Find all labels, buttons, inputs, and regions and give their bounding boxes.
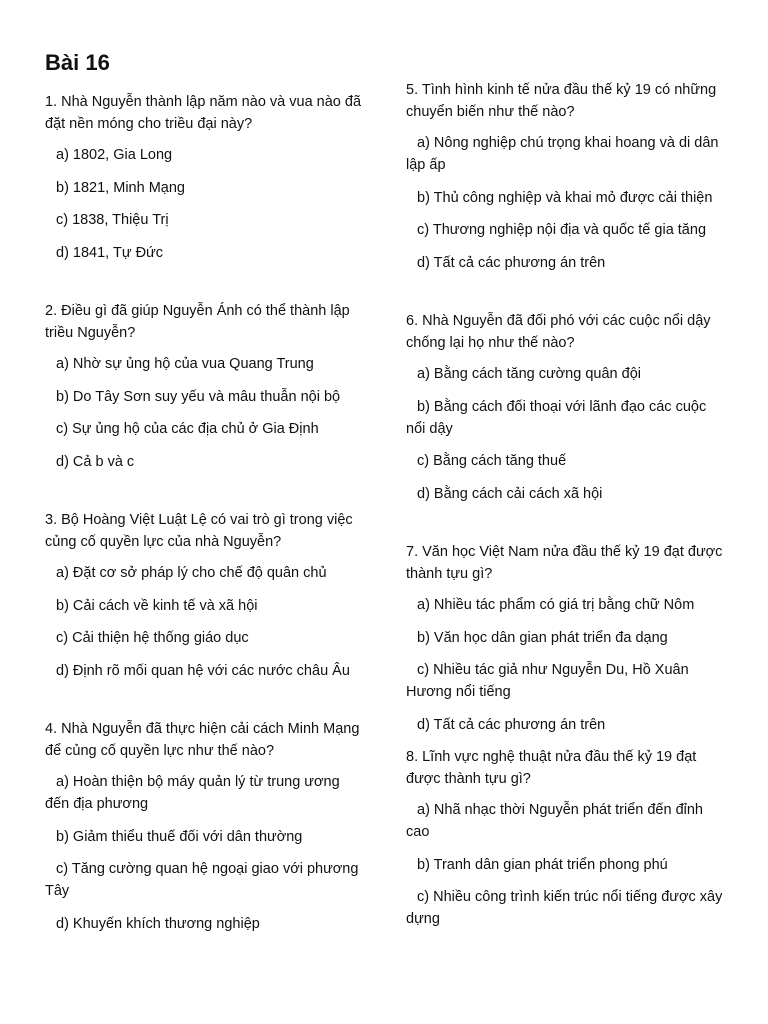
- options-list: [45, 562, 365, 682]
- answer-option: a) 1802, Gia Long: [56, 147, 173, 163]
- question-block-8: [406, 746, 728, 930]
- question-text: 3. Bộ Hoàng Việt Luật Lệ có vai trò gì trong việc củng cố quyền lực của nhà Nguyễn?: [45, 512, 353, 550]
- answer-option: c) Bằng cách tăng thuế: [417, 453, 567, 469]
- question-block-3: [45, 509, 365, 682]
- question-text: 4. Nhà Nguyễn đã thực hiện cải cách Minh Mạng để củng cố quyền lực như thế nào?: [45, 721, 360, 759]
- answer-option: d) Tất cả các phương án trên: [417, 254, 606, 271]
- options-list: [45, 353, 365, 473]
- answer-option: b) Do Tây Sơn suy yếu và mâu thuẫn nội bộ: [56, 388, 341, 405]
- answer-option: a) Đặt cơ sở pháp lý cho chế độ quân chủ: [56, 565, 327, 581]
- page-title: Bài 16: [45, 50, 110, 75]
- right-column: [406, 79, 728, 941]
- answer-option: b) Cải cách về kinh tế và xã hội: [56, 597, 258, 614]
- answer-option: c) Nhiều tác giả như Nguyễn Du, Hồ Xuân Hương nổi tiếng: [406, 662, 689, 700]
- options-list: [45, 771, 365, 935]
- options-list: [406, 799, 728, 930]
- answer-option: a) Nhờ sự ủng hộ của vua Quang Trung: [56, 356, 314, 372]
- answer-option: b) Tranh dân gian phát triển phong phú: [417, 856, 668, 873]
- options-list: [406, 363, 728, 505]
- options-list: [406, 594, 728, 736]
- answer-option: a) Nông nghiệp chú trọng khai hoang và di dân lập ấp: [406, 135, 719, 173]
- answer-option: a) Nhã nhạc thời Nguyễn phát triển đến đỉnh cao: [406, 802, 703, 840]
- answer-option: c) Nhiều công trình kiến trúc nổi tiếng được xây dựng: [406, 889, 723, 927]
- answer-option: c) 1838, Thiệu Trị: [56, 212, 169, 228]
- question-block-4: [45, 718, 365, 935]
- answer-option: d) Tất cả các phương án trên: [417, 716, 606, 733]
- question-text: 5. Tình hình kinh tế nửa đầu thế kỷ 19 có những chuyển biến như thế nào?: [406, 82, 717, 120]
- answer-option: a) Bằng cách tăng cường quân đội: [417, 366, 641, 382]
- question-block-2: [45, 300, 365, 473]
- question-block-7: [406, 541, 728, 736]
- answer-option: d) Bằng cách cải cách xã hội: [417, 485, 603, 502]
- question-block-1: [45, 91, 365, 264]
- options-list: [406, 132, 728, 274]
- answer-option: b) Bằng cách đối thoại với lãnh đạo các cuộc nổi dậy: [406, 398, 707, 437]
- answer-option: b) Giảm thiểu thuế đối với dân thường: [56, 828, 303, 845]
- question-block-6: [406, 310, 728, 505]
- question-text: 2. Điều gì đã giúp Nguyễn Ánh có thể thành lập triều Nguyễn?: [45, 303, 350, 341]
- question-text: 1. Nhà Nguyễn thành lập năm nào và vua nào đã đặt nền móng cho triều đại này?: [45, 94, 362, 132]
- question-text: 7. Văn học Việt Nam nửa đầu thế kỷ 19 đạt được thành tựu gì?: [406, 544, 723, 582]
- answer-option: b) Văn học dân gian phát triển đa dạng: [417, 629, 668, 646]
- left-column: [45, 91, 365, 945]
- question-text: 8. Lĩnh vực nghệ thuật nửa đầu thế kỷ 19 đạt được thành tựu gì?: [406, 749, 697, 787]
- answer-option: a) Hoàn thiện bộ máy quản lý từ trung ương đến địa phương: [45, 774, 340, 812]
- answer-option: c) Tăng cường quan hệ ngoại giao với phương Tây: [45, 861, 359, 899]
- question-text: 6. Nhà Nguyễn đã đối phó với các cuộc nổi dậy chống lại họ như thế nào?: [406, 313, 711, 351]
- answer-option: b) Thủ công nghiệp và khai mỏ được cải thiện: [417, 189, 713, 206]
- answer-option: c) Cải thiện hệ thống giáo dục: [56, 630, 249, 646]
- answer-option: b) 1821, Minh Mạng: [56, 179, 185, 196]
- answer-option: d) Cả b và c: [56, 453, 135, 470]
- answer-option: d) Định rõ mối quan hệ với các nước châu Âu: [56, 662, 350, 679]
- answer-option: c) Thương nghiệp nội địa và quốc tế gia tăng: [417, 222, 707, 238]
- options-list: [45, 144, 365, 264]
- answer-option: a) Nhiều tác phẩm có giá trị bằng chữ Nôm: [417, 597, 695, 613]
- question-block-5: [406, 79, 728, 274]
- answer-option: d) Khuyến khích thương nghiệp: [56, 915, 260, 932]
- answer-option: d) 1841, Tự Đức: [56, 244, 163, 261]
- answer-option: c) Sự ủng hộ của các địa chủ ở Gia Định: [56, 421, 319, 437]
